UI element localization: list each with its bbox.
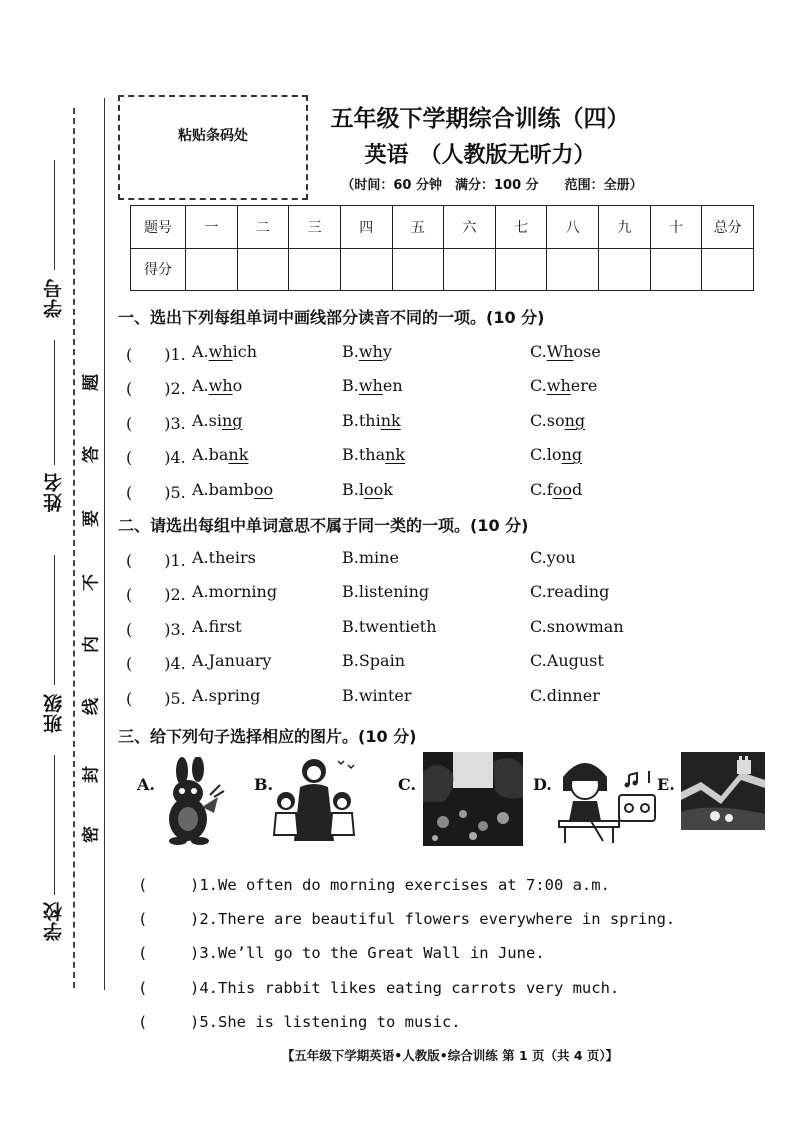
park-trees-picture (423, 752, 523, 846)
option-b: B.Spain (342, 651, 406, 670)
student-id-field[interactable] (40, 160, 70, 330)
option-c: C.song (530, 411, 586, 430)
underlined-letters: wh (358, 342, 383, 361)
underlined-letters: nk (228, 445, 249, 464)
option-c: C.dinner (530, 686, 600, 705)
class-label: 班级 (43, 693, 65, 733)
score-header-cell: 七 (495, 206, 547, 249)
girl-listening-music-picture (555, 755, 670, 845)
option-c: C.snowman (530, 617, 624, 636)
answer-blank[interactable]: ( (138, 979, 148, 997)
score-header-cell: 总分 (702, 206, 754, 249)
sentence-text: )4.This rabbit likes eating carrots very much. (190, 979, 620, 997)
score-header-cell: 三 (289, 206, 341, 249)
picture-e-label: E. (657, 775, 675, 794)
seal-char: 内 (81, 636, 102, 653)
answer-blank[interactable]: ( )1. (126, 551, 186, 570)
sentence-row (138, 876, 758, 900)
answer-blank[interactable]: ( )2. (126, 585, 186, 604)
barcode-label: 粘贴条码处 (178, 128, 248, 144)
sentence-row (138, 1013, 758, 1037)
score-cell[interactable] (702, 248, 754, 291)
option-c: C.Whose (530, 342, 601, 361)
underlined-letters: nk (385, 445, 406, 464)
score-header-cell: 九 (599, 206, 651, 249)
score-cell[interactable] (444, 248, 496, 291)
question-row (126, 480, 766, 504)
seal-char: 不 (81, 574, 102, 591)
score-row-label: 得分 (131, 248, 186, 291)
seal-char: 要 (81, 510, 102, 527)
question-row (126, 651, 766, 675)
question-row (126, 411, 766, 435)
seal-char: 密 (81, 826, 102, 843)
option-b: B.listening (342, 582, 430, 601)
fold-dashed-line (73, 108, 75, 988)
score-cell[interactable] (237, 248, 289, 291)
score-cell[interactable] (650, 248, 702, 291)
underlined-letters: ng (561, 445, 583, 464)
section2-title: 二、请选出每组中单词意思不属于同一类的一项。(10 分) (118, 516, 529, 535)
exam-info: （时间：60 分钟 满分：100 分 范围：全册） (341, 178, 643, 193)
option-c: C.reading (530, 582, 610, 601)
seal-char: 封 (81, 766, 102, 783)
option-c: C.food (530, 480, 583, 499)
option-a: A.spring (192, 686, 261, 705)
underlined-letters: ng (221, 411, 243, 430)
option-b: B.twentieth (342, 617, 437, 636)
underlined-letters: wh (546, 376, 571, 395)
answer-blank[interactable]: ( )5. (126, 689, 186, 708)
answer-blank[interactable]: ( (138, 910, 148, 928)
option-a: A.January (192, 651, 272, 670)
score-cell[interactable] (186, 248, 238, 291)
answer-blank[interactable]: ( )2. (126, 379, 186, 398)
name-label: 姓名 (43, 472, 65, 512)
seal-char: 题 (81, 374, 102, 391)
option-a: A.first (192, 617, 242, 636)
sentence-text: )1.We often do morning exercises at 7:00 a.m. (190, 876, 610, 894)
underlined-letters: wh (208, 342, 233, 361)
option-a: A.sing (192, 411, 243, 430)
option-a: A.bank (192, 445, 249, 464)
sentence-text: )5.She is listening to music. (190, 1013, 461, 1031)
score-input-row (131, 248, 754, 291)
score-cell[interactable] (547, 248, 599, 291)
underlined-letters: oo (363, 480, 384, 499)
section3-title: 三、给下列句子选择相应的图片。(10 分) (118, 727, 417, 746)
answer-blank[interactable]: ( )3. (126, 620, 186, 639)
seal-char: 线 (81, 698, 102, 715)
option-a: A.who (192, 376, 243, 395)
option-b: B.why (342, 342, 392, 361)
sentence-row (138, 910, 758, 934)
school-field[interactable] (40, 755, 70, 945)
question-row (126, 548, 766, 572)
barcode-sticker-area (118, 95, 308, 200)
question-row (126, 445, 766, 469)
sentence-row (138, 979, 758, 1003)
underlined-letters: oo (253, 480, 274, 499)
sentence-row (138, 944, 758, 968)
seal-char: 答 (81, 446, 102, 463)
page-footer: 【五年级下学期英语•人教版•综合训练 第 1 页（共 4 页）】 (281, 1048, 619, 1063)
option-c: C.August (530, 651, 604, 670)
underlined-letters: wh (358, 376, 383, 395)
sentence-text: )3.We’ll go to the Great Wall in June. (190, 944, 545, 962)
binding-solid-line (104, 98, 105, 990)
question-row (126, 582, 766, 606)
score-header-cell: 二 (237, 206, 289, 249)
sentence-text: )2.There are beautiful flowers everywhere in spring. (190, 910, 676, 928)
option-b: B.mine (342, 548, 399, 567)
score-cell[interactable] (495, 248, 547, 291)
option-c: C.you (530, 548, 576, 567)
score-cell[interactable] (340, 248, 392, 291)
class-field[interactable] (40, 555, 70, 745)
question-row (126, 617, 766, 641)
underlined-letters: oo (552, 480, 572, 499)
score-table (130, 205, 754, 291)
score-header-cell: 八 (547, 206, 599, 249)
score-header-cell: 四 (340, 206, 392, 249)
mother-children-picture (268, 753, 360, 845)
option-b: B.when (342, 376, 403, 395)
option-a: A.which (192, 342, 258, 361)
name-field[interactable] (40, 340, 70, 520)
score-header-cell: 一 (186, 206, 238, 249)
underlined-letters: wh (208, 376, 233, 395)
underlined-letters: Wh (546, 342, 574, 361)
picture-a-label: A. (137, 775, 155, 794)
answer-blank[interactable]: ( (138, 944, 148, 962)
school-label: 学校 (43, 901, 65, 941)
question-row (126, 342, 766, 366)
option-b: B.winter (342, 686, 412, 705)
score-header-row (131, 206, 754, 249)
option-a: A.theirs (192, 548, 256, 567)
section1-title: 一、选出下列每组单词中画线部分读音不同的一项。(10 分) (118, 308, 545, 327)
option-c: C.long (530, 445, 583, 464)
underlined-letters: nk (380, 411, 401, 430)
option-b: B.think (342, 411, 401, 430)
option-b: B.look (342, 480, 393, 499)
option-a: A.morning (192, 582, 278, 601)
answer-blank[interactable]: ( (138, 1013, 148, 1031)
option-b: B.thank (342, 445, 406, 464)
option-c: C.where (530, 376, 598, 395)
answer-blank[interactable]: ( (138, 876, 148, 894)
score-cell[interactable] (289, 248, 341, 291)
score-cell[interactable] (599, 248, 651, 291)
picture-d-label: D. (533, 775, 552, 794)
score-cell[interactable] (392, 248, 444, 291)
underlined-letters: ng (564, 411, 586, 430)
page-subtitle: 英语 （人教版无听力） (364, 143, 596, 168)
picture-c-label: C. (398, 775, 417, 794)
option-a: A.bamboo (192, 480, 274, 499)
answer-blank[interactable]: ( )3. (126, 414, 186, 433)
question-row (126, 376, 766, 400)
answer-blank[interactable]: ( )1. (126, 345, 186, 364)
page-title: 五年级下学期综合训练（四） (330, 106, 630, 132)
score-header-cell: 六 (444, 206, 496, 249)
rabbit-picture (158, 757, 226, 845)
question-row (126, 686, 766, 710)
answer-blank[interactable]: ( )4. (126, 654, 186, 673)
score-header-cell: 题号 (131, 206, 186, 249)
score-header-cell: 五 (392, 206, 444, 249)
student-id-label: 学号 (43, 278, 65, 318)
score-header-cell: 十 (650, 206, 702, 249)
answer-blank[interactable]: ( )5. (126, 483, 186, 502)
great-wall-picture (681, 752, 765, 830)
picture-b-label: B. (254, 775, 274, 794)
answer-blank[interactable]: ( )4. (126, 448, 186, 467)
